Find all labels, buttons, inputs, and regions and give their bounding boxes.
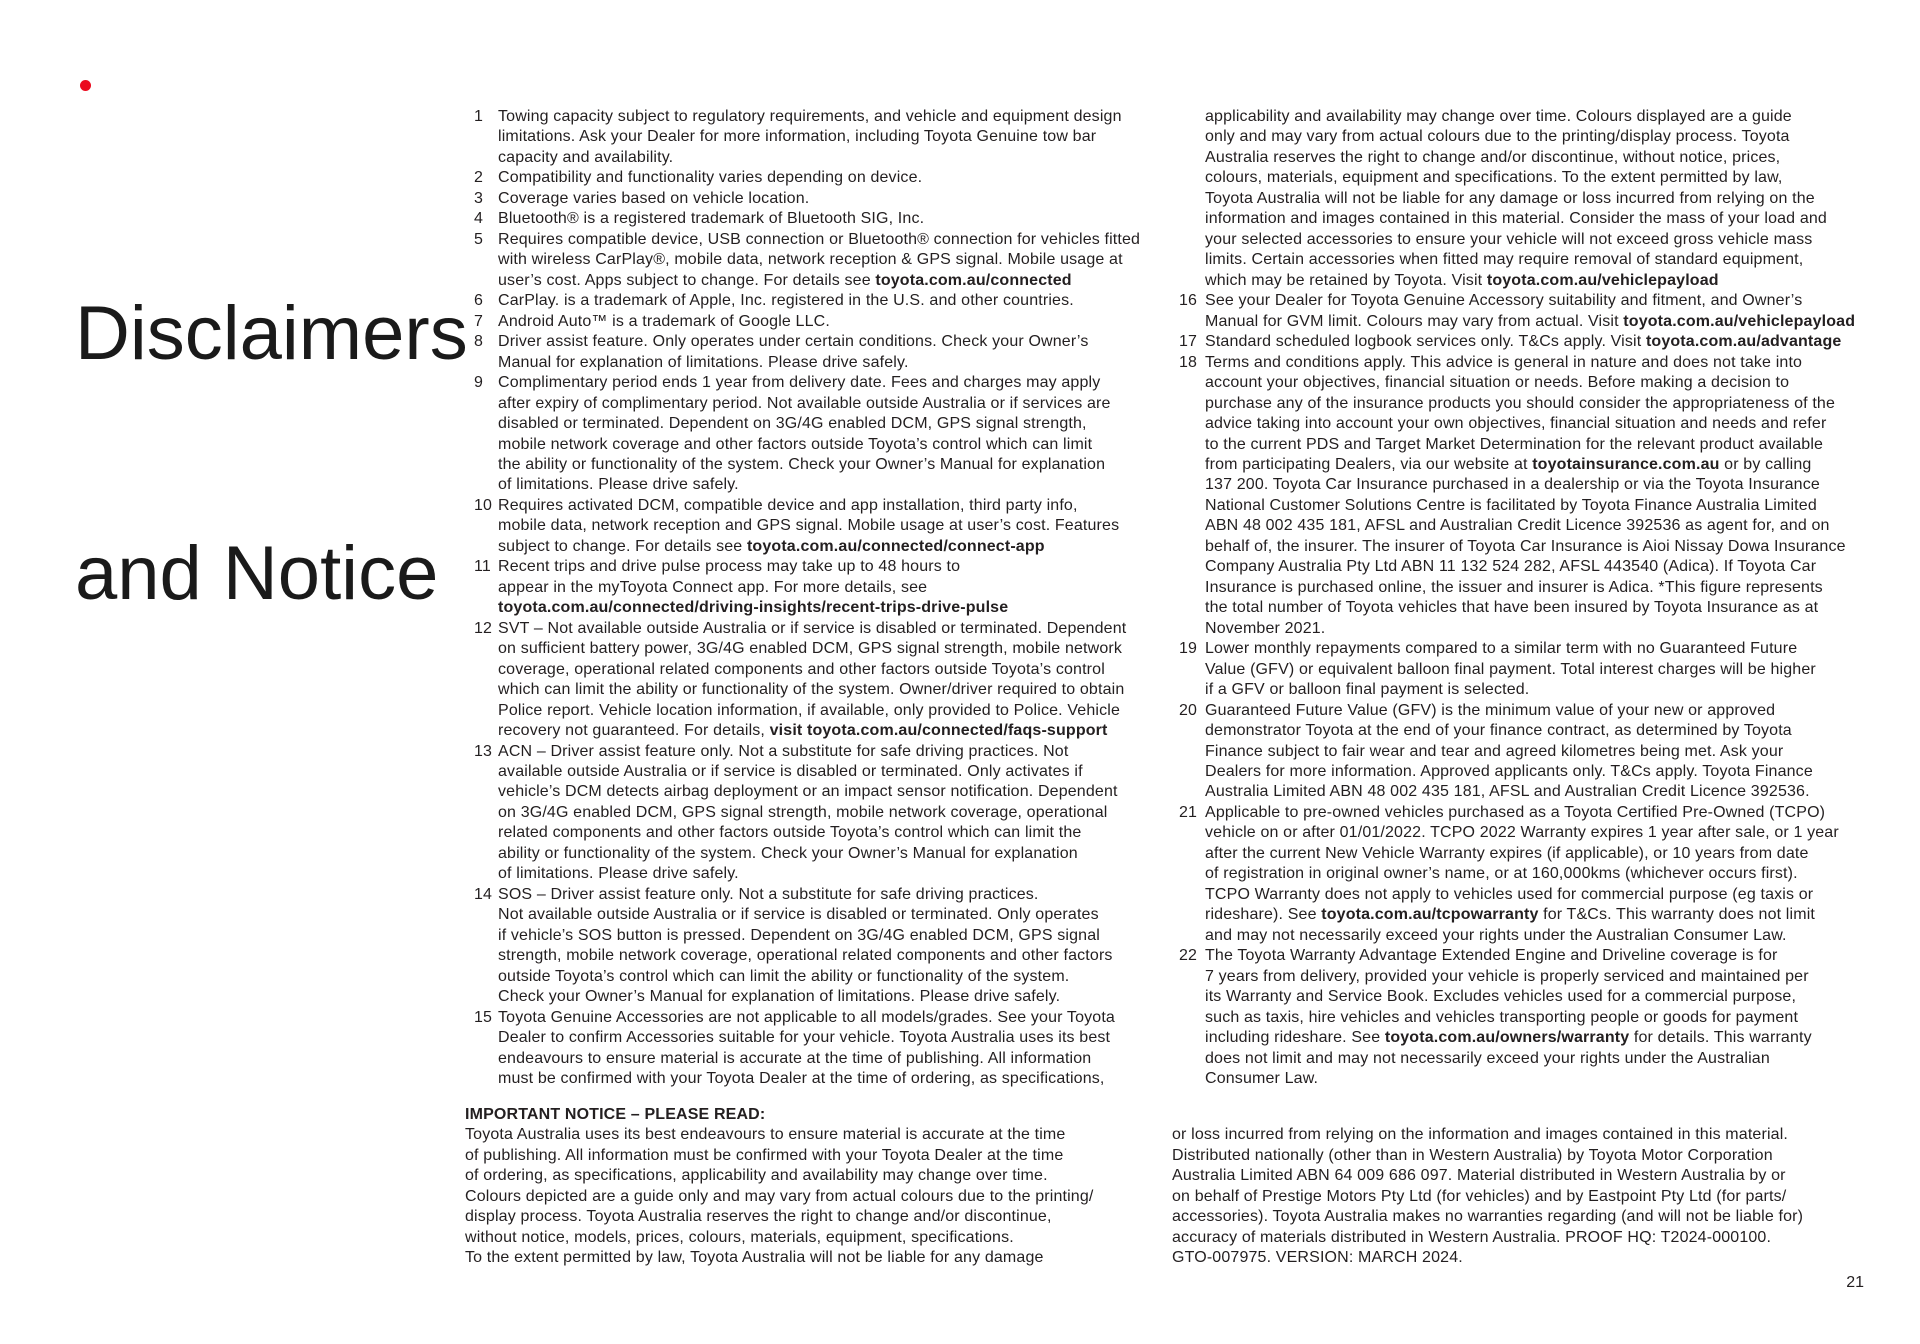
footnote-12 — [474, 619, 1140, 742]
page-title-line: and Notice — [75, 531, 439, 616]
text-line: Terms and conditions apply. This advice is general in nature and does not take into — [1205, 353, 1803, 371]
text-segment: including rideshare. See — [1205, 1029, 1385, 1047]
text-line: See your Dealer for Toyota Genuine Accessory suitability and fitment, and Owner’s — [1205, 292, 1803, 310]
text-line: November 2021. — [1205, 619, 1326, 637]
text-line: of limitations. Please drive safely. — [498, 865, 739, 883]
text-line: ability or functionality of the system. Check your Owner’s Manual for explanation — [498, 844, 1078, 862]
text-line: Distributed nationally (other than in Western Australia) by Toyota Motor Corporation — [1172, 1146, 1773, 1164]
text-line: Manual for explanation of limitations. Please drive safely. — [498, 353, 909, 371]
footnote-number: 11 — [474, 558, 491, 576]
text-line: related components and other factors outside Toyota’s control which can limit the — [498, 824, 1082, 842]
footnote-13 — [474, 742, 1140, 885]
footnote-15 — [474, 1008, 1140, 1090]
page-title — [75, 134, 468, 774]
text-line: Dealer to confirm Accessories suitable for your vehicle. Toyota Australia uses its best — [498, 1029, 1111, 1047]
text-segment: user’s cost. Apps subject to change. For details see — [498, 271, 876, 289]
text-line: Consumer Law. — [1205, 1070, 1319, 1088]
text-line — [1179, 455, 1855, 475]
text-line: The Toyota Warranty Advantage Extended Engine and Driveline coverage is for — [1205, 947, 1778, 965]
footnote-number: 12 — [474, 619, 493, 637]
text-line: Finance subject to fair wear and tear and agreed kilometres being met. Ask your — [1205, 742, 1784, 760]
text-line: Insurance is purchased online, the issuer and insurer is Adica. *This figure represents — [1205, 578, 1823, 596]
footnote-2 — [474, 168, 1140, 188]
footnote-7 — [474, 312, 1140, 332]
footnote-number: 14 — [474, 885, 493, 903]
text-line: only and may vary from actual colours due to the printing/display process. Toyota — [1205, 128, 1790, 146]
text-segment: which may be retained by Toyota. Visit — [1205, 271, 1487, 289]
footnote-11 — [474, 557, 1140, 618]
page-title-line: Disclaimers — [75, 291, 468, 376]
footnote-number: 15 — [474, 1008, 493, 1026]
text-line: outside Toyota’s control which can limit the ability or functionality of the system. — [498, 967, 1070, 985]
text-segment: or by calling — [1719, 455, 1812, 473]
text-line: Guaranteed Future Value (GFV) is the minimum value of your new or approved — [1205, 701, 1776, 719]
text-line: ACN – Driver assist feature only. Not a substitute for safe driving practices. Not — [498, 742, 1069, 760]
text-line: Bluetooth® is a registered trademark of Bluetooth SIG, Inc. — [498, 210, 925, 228]
footnote-4 — [474, 209, 1140, 229]
footnote-3 — [474, 189, 1140, 209]
text-segment: recovery not guaranteed. For details, — [498, 722, 770, 740]
text-line: To the extent permitted by law, Toyota Australia will not be liable for any damage — [465, 1249, 1044, 1267]
footnote-number: 3 — [474, 189, 484, 207]
page-number: 21 — [1846, 1274, 1864, 1291]
text-line: available outside Australia or if service is disabled or terminated. Only activates if — [498, 763, 1083, 780]
web-address: toyota.com.au/tcpowarranty — [1321, 906, 1539, 924]
footnote-number: 20 — [1179, 701, 1198, 719]
text-segment: subject to change. For details see — [498, 537, 747, 555]
footnote-number: 7 — [474, 312, 484, 330]
text-line: colours, materials, equipment and specifications. To the extent permitted by law, — [1205, 169, 1783, 187]
footnotes-right-column — [1179, 107, 1855, 1090]
text-line: Toyota Genuine Accessories are not applicable to all models/grades. See your Toyota — [498, 1008, 1115, 1026]
text-line: Not available outside Australia or if service is disabled or terminated. Only operates — [498, 906, 1099, 924]
text-line: 7 years from delivery, provided your vehicle is properly serviced and maintained per — [1205, 967, 1809, 985]
text-line: must be confirmed with your Toyota Dealer at the time of ordering, as specifications, — [498, 1070, 1105, 1088]
web-address: visit toyota.com.au/connected/faqs-support — [769, 722, 1108, 740]
text-line: strength, mobile network coverage, operational related components and other factors — [498, 947, 1113, 965]
text-line: GTO-007975. VERSION: MARCH 2024. — [1172, 1249, 1463, 1267]
text-line: and may not necessarily exceed your rights under the Australian Consumer Law. — [1205, 926, 1787, 944]
footnote-number: 1 — [474, 108, 484, 125]
footnote-continued — [1179, 107, 1855, 291]
text-line: appear in the myToyota Connect app. For more details, see — [498, 578, 928, 596]
important-notice — [465, 1105, 1094, 1269]
footnote-5 — [474, 230, 1140, 291]
footnote-10 — [474, 496, 1140, 557]
text-line: ABN 48 002 435 181, AFSL and Australian Credit Licence 392536 as agent for, and on — [1205, 517, 1830, 535]
footnote-22 — [1179, 946, 1855, 1089]
text-line — [474, 271, 1140, 291]
text-line: after the current New Vehicle Warranty expires (if applicable), or 10 years from date — [1205, 844, 1809, 862]
text-line: accuracy of materials distributed in Western Australia. PROOF HQ: T2024-000100. — [1172, 1228, 1772, 1246]
text-line: Android Auto™ is a trademark of Google LLC. — [498, 312, 830, 330]
web-address: toyota.com.au/vehiclepayload — [1623, 312, 1856, 330]
text-line: of registration in original owner’s name, or at 160,000kms (whichever occurs first). — [1205, 865, 1798, 883]
red-dot-marker — [80, 80, 91, 91]
text-line: accessories). Toyota Australia makes no warranties regarding (and will not be liable for) — [1172, 1208, 1804, 1226]
footnote-18 — [1179, 353, 1855, 640]
text-line: Toyota Australia uses its best endeavours to ensure material is accurate at the time — [465, 1126, 1066, 1144]
footnote-number: 8 — [474, 333, 484, 351]
text-line: such as taxis, hire vehicles and vehicles transporting people or goods for payment — [1205, 1008, 1799, 1026]
text-line: limits. Certain accessories when fitted may require removal of standard equipment, — [1205, 251, 1804, 269]
important-notice-left-column — [465, 1125, 1094, 1268]
text-line: Australia reserves the right to change and/or discontinue, without notice, prices, — [1205, 148, 1781, 166]
text-line — [474, 598, 1140, 618]
footnote-number: 21 — [1179, 803, 1198, 821]
footnote-number: 16 — [1179, 292, 1198, 310]
footnote-number: 4 — [474, 210, 484, 228]
text-segment: for details. This warranty — [1629, 1029, 1812, 1047]
text-line: if vehicle’s SOS button is pressed. Dependent on 3G/4G enabled DCM, GPS signal — [498, 926, 1100, 944]
text-line: Australia Limited ABN 64 009 686 097. Material distributed in Western Australia by or — [1172, 1167, 1786, 1185]
text-line: limitations. Ask your Dealer for more information, including Toyota Genuine tow bar — [498, 128, 1097, 146]
footnote-number: 19 — [1179, 640, 1198, 658]
text-line: without notice, models, prices, colours, materials, equipment, specifications. — [465, 1228, 1014, 1246]
text-line — [1179, 312, 1855, 332]
text-line: purchase any of the insurance products you should consider the appropriateness of the — [1205, 394, 1836, 412]
text-line: or loss incurred from relying on the information and images contained in this material. — [1172, 1126, 1789, 1144]
text-line: does not limit and may not necessarily exceed your rights under the Australian — [1205, 1049, 1770, 1067]
text-line: vehicle on or after 01/01/2022. TCPO 2022 Warranty expires 1 year after sale, or 1 year — [1205, 824, 1839, 842]
text-line: on sufficient battery power, 3G/4G enabled DCM, GPS signal strength, mobile network — [498, 640, 1123, 658]
text-line: information and images contained in this material. Consider the mass of your load and — [1205, 210, 1827, 228]
text-line: TCPO Warranty does not apply to vehicles used for commercial purpose (eg taxis or — [1205, 885, 1814, 903]
text-line — [1179, 271, 1855, 291]
text-line: after expiry of complimentary period. Not available outside Australia or if services are — [498, 394, 1111, 412]
text-line: your selected accessories to ensure your vehicle will not exceed gross vehicle mass — [1205, 230, 1813, 248]
footnote-number: 22 — [1179, 947, 1198, 965]
text-line — [1179, 332, 1855, 352]
text-line: endeavours to ensure material is accurate at the time of publishing. All information — [498, 1049, 1092, 1067]
text-line: mobile data, network reception and GPS signal. Mobile usage at user’s cost. Features — [498, 517, 1120, 535]
text-segment: Standard scheduled logbook services only. T&Cs apply. Visit — [1205, 333, 1646, 351]
text-line: Lower monthly repayments compared to a similar term with no Guaranteed Future — [1205, 640, 1798, 658]
text-line: which can limit the ability or functionality of the system. Owner/driver required to obtain — [498, 681, 1125, 699]
text-line: Recent trips and drive pulse process may take up to 48 hours to — [498, 558, 961, 576]
text-line: with wireless CarPlay®, mobile data, network reception & GPS signal. Mobile usage at — [498, 251, 1123, 269]
text-line: Company Australia Pty Ltd ABN 11 132 524 282, AFSL 443540 (Adica). If Toyota Car — [1205, 558, 1817, 576]
text-line: Complimentary period ends 1 year from delivery date. Fees and charges may apply — [498, 374, 1101, 392]
text-line: Police report. Vehicle location information, if available, only provided to Police. Vehicle — [498, 701, 1120, 719]
text-line: of ordering, as specifications, applicability and availability may change over time. — [465, 1167, 1048, 1185]
text-line: Requires activated DCM, compatible device and app installation, third party info, — [498, 496, 1078, 514]
text-line: Coverage varies based on vehicle location. — [498, 189, 810, 207]
text-line: Driver assist feature. Only operates under certain conditions. Check your Owner’s — [498, 333, 1089, 351]
text-line: if a GFV or balloon final payment is selected. — [1205, 681, 1530, 699]
footnote-number: 6 — [474, 292, 484, 310]
text-line: behalf of, the insurer. The insurer of Toyota Car Insurance is Aioi Nissay Dowa Insurance — [1205, 537, 1846, 555]
text-line: Toyota Australia will not be liable for any damage or loss incurred from relying on the — [1205, 189, 1815, 207]
footnotes-left-column — [474, 107, 1140, 1090]
footnote-19 — [1179, 639, 1855, 700]
web-address: toyota.com.au/connected/connect-app — [746, 537, 1045, 555]
footnote-number: 18 — [1179, 353, 1198, 371]
text-segment: from participating Dealers, via our website at — [1205, 455, 1533, 473]
text-line: 137 200. Toyota Car Insurance purchased in a dealership or via the Toyota Insurance — [1205, 476, 1820, 494]
text-line: National Customer Solutions Centre is facilitated by Toyota Finance Australia Limited — [1205, 496, 1817, 514]
web-address: toyota.com.au/owners/warranty — [1384, 1029, 1630, 1047]
text-line: Colours depicted are a guide only and may vary from actual colours due to the printing/ — [465, 1187, 1094, 1205]
text-line: capacity and availability. — [498, 148, 674, 166]
footnote-number: 5 — [474, 230, 484, 248]
text-line: SOS – Driver assist feature only. Not a substitute for safe driving practices. — [498, 885, 1039, 903]
important-notice-right-column — [1172, 1125, 1803, 1268]
footnote-16 — [1179, 291, 1855, 332]
text-line: Towing capacity subject to regulatory requirements, and vehicle and equipment design — [498, 108, 1122, 125]
footnote-14 — [474, 885, 1140, 1008]
text-line — [1179, 1028, 1855, 1048]
text-line — [474, 537, 1140, 557]
text-line: display process. Toyota Australia reserves the right to change and/or discontinue, — [465, 1208, 1052, 1226]
footnote-number: 10 — [474, 496, 493, 514]
text-line: vehicle’s DCM detects airbag deployment or an impact sensor notification. Dependent — [498, 783, 1118, 801]
footnote-number: 9 — [474, 374, 484, 392]
text-line: Australia Limited ABN 48 002 435 181, AFSL and Australian Credit Licence 392536. — [1205, 783, 1810, 801]
text-line: of limitations. Please drive safely. — [498, 476, 739, 494]
footnote-8 — [474, 332, 1140, 373]
text-line: Compatibility and functionality varies depending on device. — [498, 169, 923, 187]
text-line: its Warranty and Service Book. Excludes vehicles used for a commercial purpose, — [1205, 988, 1797, 1006]
footnote-20 — [1179, 701, 1855, 803]
text-line: applicability and availability may change over time. Colours displayed are a guide — [1205, 108, 1792, 125]
footnote-number: 17 — [1179, 333, 1198, 351]
text-line: demonstrator Toyota at the end of your finance contract, as determined by Toyota — [1205, 722, 1792, 740]
text-line: disabled or terminated. Dependent on 3G/4G enabled DCM, GPS signal strength, — [498, 415, 1087, 433]
footnote-21 — [1179, 803, 1855, 946]
text-line: Applicable to pre-owned vehicles purchased as a Toyota Certified Pre-Owned (TCPO) — [1205, 803, 1826, 821]
text-segment: for T&Cs. This warranty does not limit — [1538, 906, 1815, 924]
web-address: toyota.com.au/connected/driving-insights/recent-trips-drive-pulse — [498, 599, 1009, 617]
text-line: on 3G/4G enabled DCM, GPS signal strength, mobile network coverage, operational — [498, 803, 1108, 821]
text-line: Check your Owner’s Manual for explanation of limitations. Please drive safely. — [498, 988, 1061, 1006]
text-line: account your objectives, financial situation or needs. Before making a decision to — [1205, 374, 1790, 392]
text-line — [474, 721, 1140, 741]
footnote-number: 2 — [474, 169, 484, 187]
web-address: toyotainsurance.com.au — [1532, 455, 1720, 473]
web-address: toyota.com.au/vehiclepayload — [1486, 271, 1719, 289]
text-line: mobile network coverage and other factors outside Toyota’s control which can limit — [498, 435, 1093, 453]
text-line: advice taking into account your own objectives, financial situation and needs and refer — [1205, 415, 1827, 433]
text-line: SVT – Not available outside Australia or if service is disabled or terminated. Dependent — [498, 619, 1127, 637]
web-address: toyota.com.au/connected — [875, 271, 1072, 289]
text-line: CarPlay. is a trademark of Apple, Inc. registered in the U.S. and other countries. — [498, 292, 1074, 310]
text-segment: Manual for GVM limit. Colours may vary from actual. Visit — [1205, 312, 1624, 330]
text-line: Value (GFV) or equivalent balloon final payment. Total interest charges will be higher — [1205, 660, 1816, 678]
text-line: Requires compatible device, USB connection or Bluetooth® connection for vehicles fitted — [498, 230, 1141, 248]
important-notice-heading: IMPORTANT NOTICE – PLEASE READ: — [465, 1106, 766, 1123]
web-address: toyota.com.au/advantage — [1645, 333, 1842, 351]
text-line: of publishing. All information must be confirmed with your Toyota Dealer at the time — [465, 1146, 1064, 1164]
footnote-number: 13 — [474, 742, 493, 760]
text-line: to the current PDS and Target Market Determination for the relevant product available — [1205, 435, 1824, 453]
footnote-17 — [1179, 332, 1855, 352]
text-line: the ability or functionality of the system. Check your Owner’s Manual for explanation — [498, 455, 1106, 473]
text-line — [1179, 905, 1855, 925]
footnote-1 — [474, 107, 1140, 168]
text-line: coverage, operational related components and other factors outside Toyota’s control — [498, 660, 1105, 678]
text-line: Dealers for more information. Approved applicants only. T&Cs apply. Toyota Finance — [1205, 763, 1813, 780]
footnote-9 — [474, 373, 1140, 496]
footnote-6 — [474, 291, 1140, 311]
text-segment: rideshare). See — [1205, 906, 1322, 924]
text-line: the total number of Toyota vehicles that have been insured by Toyota Insurance as at — [1205, 599, 1819, 617]
text-line: on behalf of Prestige Motors Pty Ltd (for vehicles) and by Eastpoint Pty Ltd (for parts/ — [1172, 1187, 1787, 1205]
